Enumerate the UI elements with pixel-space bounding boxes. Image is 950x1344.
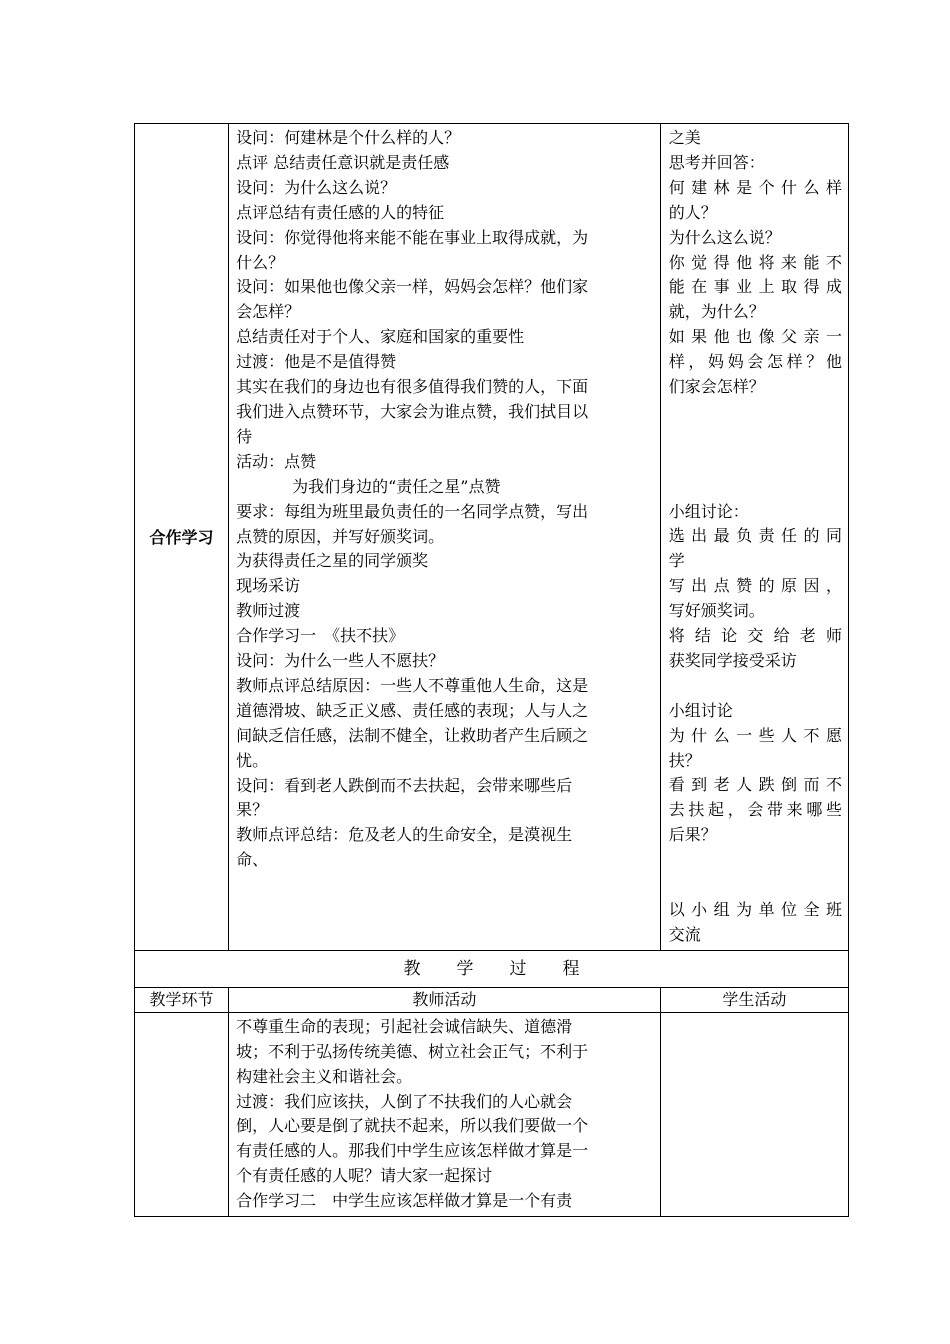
teacher-activity-cell-2 xyxy=(229,1012,661,1216)
banner-char: 学 xyxy=(456,958,474,979)
text-line: 什么？ xyxy=(236,252,285,272)
text-line: 活动：点赞 xyxy=(236,451,317,471)
text-line: 设问：何建林是个什么样的人？ xyxy=(236,128,461,147)
text-line: 点赞的原因，并写好颁奖词。 xyxy=(236,526,445,546)
text-line: 总结责任对于个人、家庭和国家的重要性 xyxy=(236,327,525,347)
text-line: 设问：你觉得他将来能不能在事业上取得成就，为 xyxy=(236,227,589,247)
text-line: 道德滑坡、缺乏正义感、责任感的表现；人与人之 xyxy=(236,700,589,720)
banner-char: 程 xyxy=(562,958,580,979)
text-line: 果？ xyxy=(236,800,269,820)
header-stage: 教学环节 xyxy=(135,987,229,1012)
teacher-activity-text xyxy=(229,124,660,875)
text-line: 就，为什么？ xyxy=(668,302,765,322)
text-line: 何建林是个什么样 xyxy=(668,177,842,197)
text-line: 有责任感的人。那我们中学生应该怎样做才算是一 xyxy=(236,1141,589,1161)
text-line: 如果他也像父亲一 xyxy=(668,327,842,347)
teacher-activity-text-2 xyxy=(229,1013,660,1216)
text-line: 间缺乏信任感，法制不健全，让救助者产生后顾之 xyxy=(236,725,589,745)
text-line: 为我们身边的“责任之星”点赞 xyxy=(292,476,501,496)
text-line: 为什么这么说？ xyxy=(668,227,781,247)
text-line: 设问：为什么一些人不愿扶？ xyxy=(236,651,445,671)
text-line: 个有责任感的人呢？请大家一起探讨 xyxy=(236,1166,493,1186)
text-line: 设问：如果他也像父亲一样，妈妈会怎样？他们家 xyxy=(236,277,589,297)
text-line: 去扶起，会带来哪些 xyxy=(668,800,842,820)
text-line: 将结论交给老师 xyxy=(668,626,842,646)
teacher-activity-cell xyxy=(229,124,661,951)
text-line: 学 xyxy=(668,551,685,571)
text-line xyxy=(669,450,842,475)
text-line: 写好颁奖词。 xyxy=(668,601,765,621)
text-line: 其实在我们的身边也有很多值得我们赞的人，下面 xyxy=(236,377,589,397)
text-line: 设问：为什么这么说？ xyxy=(236,177,397,197)
text-line xyxy=(669,425,842,450)
text-line: 样，妈妈会怎样？他 xyxy=(668,352,842,372)
text-line: 思考并回答： xyxy=(668,152,765,172)
text-line: 获奖同学接受采访 xyxy=(668,650,797,670)
text-line: 写出点赞的原因， xyxy=(668,576,842,596)
text-line: 教师点评总结原因：一些人不尊重他人生命，这是 xyxy=(236,675,589,695)
text-line xyxy=(669,848,842,873)
text-line: 教师过渡 xyxy=(236,601,301,621)
banner-row xyxy=(135,950,849,987)
text-line: 扶？ xyxy=(668,750,701,770)
text-line: 为获得责任之星的同学颁奖 xyxy=(236,551,429,571)
student-activity-cell-2 xyxy=(660,1012,848,1216)
student-activity-text xyxy=(661,124,848,950)
text-line: 交流 xyxy=(668,924,701,944)
text-line: 小组讨论 xyxy=(668,700,733,720)
text-line: 过渡：他是不是值得赞 xyxy=(236,352,397,372)
text-line: 忧。 xyxy=(236,750,269,770)
text-line: 倒，人心要是倒了就扶不起来，所以我们要做一个 xyxy=(236,1116,589,1136)
text-line: 命、 xyxy=(236,850,269,870)
stage-label: 合作学习 xyxy=(135,124,229,951)
lesson-plan-table xyxy=(134,123,849,1217)
continuation-row xyxy=(135,1012,849,1216)
text-line: 的人？ xyxy=(668,202,717,222)
text-line: 教师点评总结：危及老人的生命安全，是漠视生 xyxy=(236,825,573,845)
text-line xyxy=(669,400,842,425)
text-line xyxy=(669,873,842,898)
text-line: 之美 xyxy=(668,128,701,147)
text-line xyxy=(669,475,842,500)
text-line: 构建社会主义和谐社会。 xyxy=(236,1066,413,1086)
text-line: 要求：每组为班里最负责任的一名同学点赞，写出 xyxy=(236,501,589,521)
stage-cell-empty xyxy=(135,1012,229,1216)
text-line: 后果？ xyxy=(668,825,717,845)
text-line: 小组讨论： xyxy=(668,501,749,521)
text-line: 点评 总结责任意识就是责任感 xyxy=(236,152,450,172)
header-teacher: 教师活动 xyxy=(229,987,661,1012)
text-line: 坡；不利于弘扬传统美德、树立社会正气；不利于 xyxy=(236,1041,589,1061)
text-line: 我们进入点赞环节，大家会为谁点赞，我们拭目以 xyxy=(236,401,589,421)
text-line: 待 xyxy=(236,426,253,446)
text-line: 以小组为单位全班 xyxy=(668,899,842,919)
text-line xyxy=(669,674,842,699)
text-line: 不尊重生命的表现；引起社会诚信缺失、道德滑 xyxy=(236,1016,573,1036)
student-activity-cell xyxy=(660,124,848,951)
banner-char: 过 xyxy=(509,958,527,979)
cooperative-learning-row xyxy=(135,124,849,951)
text-line: 合作学习二 中学生应该怎样做才算是一个有责 xyxy=(236,1191,573,1211)
banner-char: 教 xyxy=(403,958,421,979)
text-line: 现场采访 xyxy=(236,576,301,596)
text-line: 设问：看到老人跌倒而不去扶起，会带来哪些后 xyxy=(236,775,573,795)
text-line: 们家会怎样？ xyxy=(668,377,765,397)
text-line: 合作学习一 《扶不扶》 xyxy=(236,626,405,646)
text-line: 点评总结有责任感的人的特征 xyxy=(236,202,445,222)
teaching-process-banner xyxy=(135,950,849,987)
text-line: 会怎样？ xyxy=(236,302,301,322)
text-line: 为什么一些人不愿 xyxy=(668,725,842,745)
text-line: 看到老人跌倒而不 xyxy=(668,775,842,795)
text-line: 能在事业上取得成 xyxy=(668,277,842,297)
text-line: 选出最负责任的同 xyxy=(668,526,842,546)
header-row xyxy=(135,987,849,1012)
text-line: 过渡：我们应该扶，人倒了不扶我们的人心就会 xyxy=(236,1091,573,1111)
header-student: 学生活动 xyxy=(660,987,848,1012)
text-line: 你觉得他将来能不 xyxy=(668,252,842,272)
